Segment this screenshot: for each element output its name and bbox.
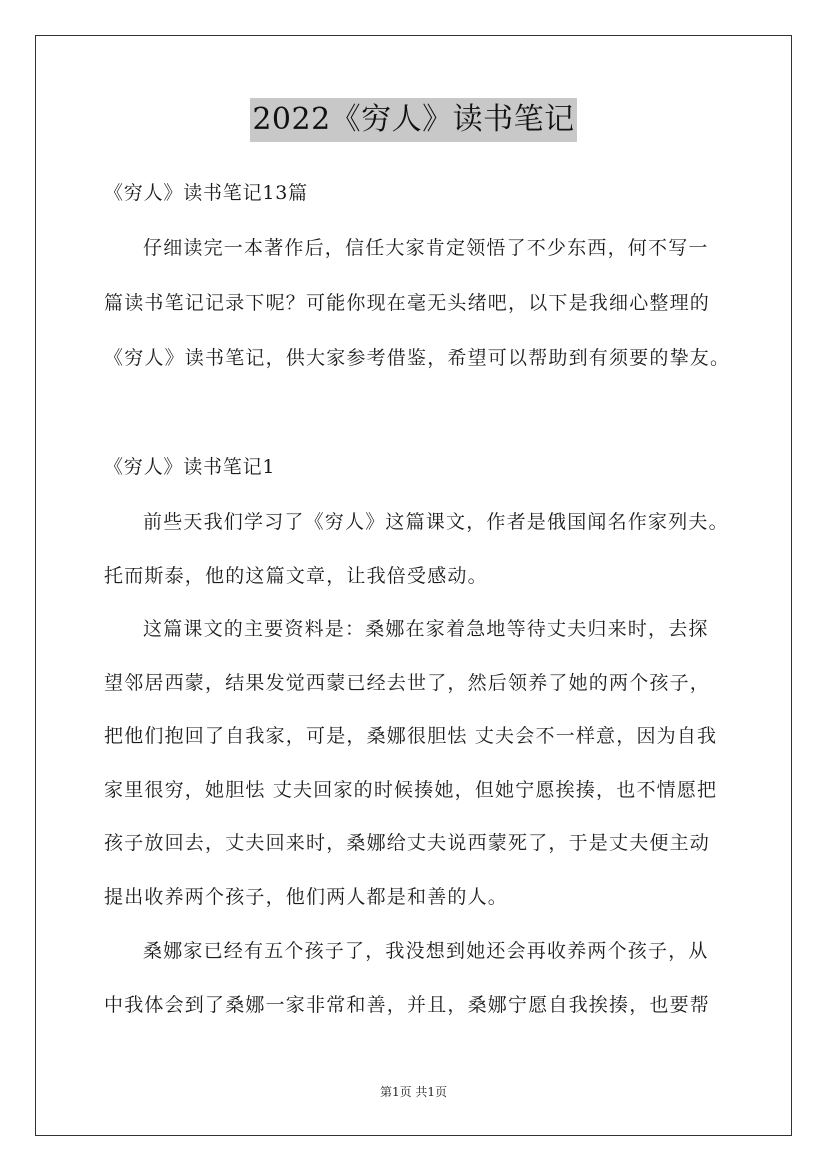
paragraph-line: 提出收养两个孩子，他们两人都是和善的人。 <box>104 886 509 908</box>
page-footer: 第1页 共1页 <box>379 1085 448 1099</box>
paragraph-line: 桑娜家已经有五个孩子了，我没想到她还会再收养两个孩子，从 <box>143 940 709 962</box>
paragraph-line: 把他们抱回了自我家，可是，桑娜很胆怯 丈夫会不一样意，因为自我 <box>104 725 718 747</box>
paragraph-line: 这篇课文的主要资料是：桑娜在家着急地等待丈夫归来时，去探 <box>143 618 709 640</box>
paragraph-line: 托而斯泰，他的这篇文章，让我倍受感动。 <box>104 565 488 587</box>
intro-line: 篇读书笔记记录下呢？可能你现在毫无头绪吧，以下是我细心整理的 <box>104 292 711 314</box>
title-container <box>0 98 827 142</box>
paragraph-line: 望邻居西蒙，结果发觉西蒙已经去世了，然后领养了她的两个孩子， <box>104 672 711 694</box>
paragraph-line: 孩子放回去，丈夫回来时，桑娜给丈夫说西蒙死了，于是丈夫便主动 <box>104 832 711 854</box>
document-subtitle: 《穷人》读书笔记13篇 <box>104 182 308 204</box>
paragraph-line: 前些天我们学习了《穷人》这篇课文，作者是俄国闻名作家列夫。 <box>143 511 729 533</box>
document-title: 2022《穷人》读书笔记 <box>250 98 576 142</box>
paragraph-line: 中我体会到了桑娜一家非常和善，并且，桑娜宁愿自我挨揍，也要帮 <box>104 994 711 1016</box>
paragraph-line: 家里很穷，她胆怯 丈夫回家的时候揍她，但她宁愿挨揍，也不情愿把 <box>104 779 718 801</box>
intro-line: 仔细读完一本著作后，信任大家肯定领悟了不少东西，何不写一 <box>143 237 709 259</box>
intro-line: 《穷人》读书笔记，供大家参考借鉴，希望可以帮助到有须要的挚友。 <box>104 347 731 369</box>
section-heading: 《穷人》读书笔记1 <box>104 456 276 478</box>
